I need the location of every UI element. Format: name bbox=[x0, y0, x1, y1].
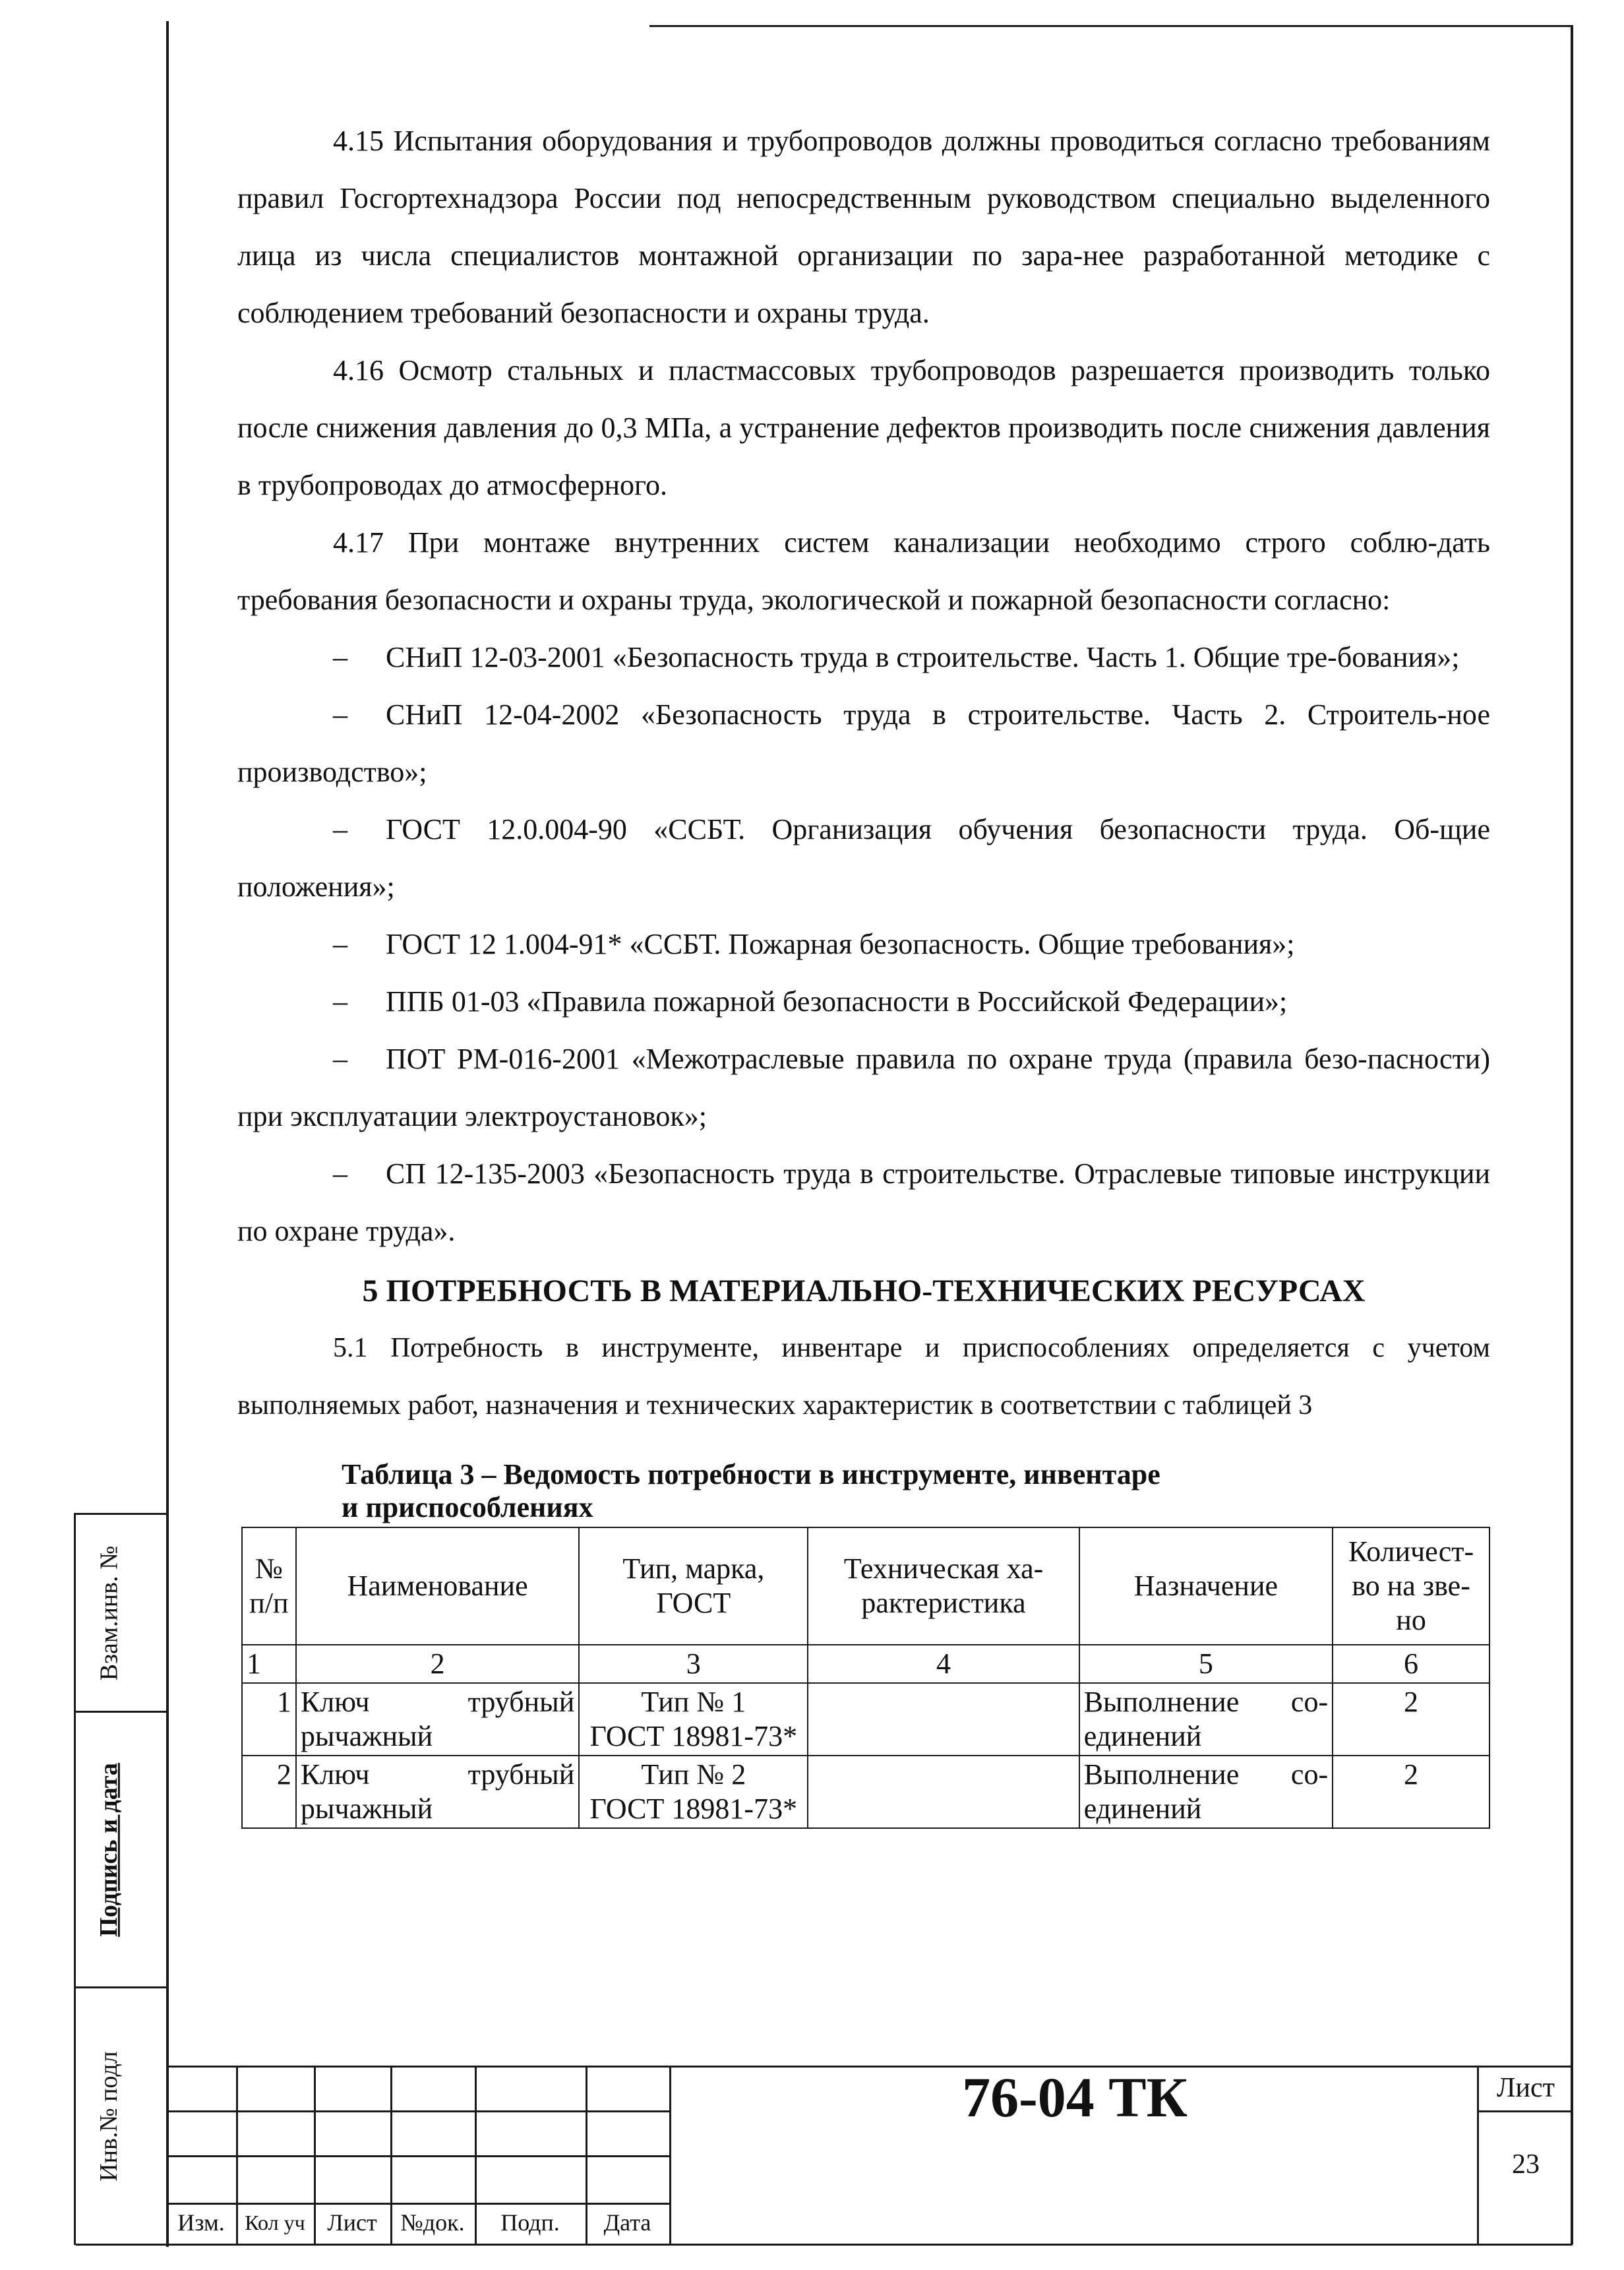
list-item-text: ППБ 01-03 «Правила пожарной безопасности в Российской Федерации»; bbox=[386, 985, 1288, 1018]
table-row bbox=[242, 1683, 1489, 1756]
table-header-cell: Назначение bbox=[1079, 1527, 1333, 1645]
table-cell: Ключ трубный рычажный bbox=[296, 1683, 579, 1756]
table-cell bbox=[808, 1683, 1079, 1756]
paragraph-4-16: 4.16 Осмотр стальных и пластмассовых трубопроводов разрешается производить только после снижения давления до 0,3 МПа, а устранение дефектов производить после снижения давления в трубопроводах до атмосферного. bbox=[237, 354, 1490, 501]
side-stamp-inv-label: Инв.№ подл bbox=[95, 2050, 123, 2182]
table-cell bbox=[579, 1756, 808, 1828]
table-cell: 1 bbox=[242, 1645, 296, 1683]
list-item bbox=[237, 973, 1490, 1030]
frame-top-line bbox=[649, 25, 1573, 27]
list-dash: – bbox=[333, 1157, 347, 1190]
document-code: 76-04 ТК bbox=[962, 2066, 1188, 2129]
side-stamp-podpis bbox=[66, 1713, 152, 1986]
table-cell-type: Тип № 1 bbox=[641, 1686, 746, 1718]
table-cell-gost: ГОСТ 18981-73* bbox=[589, 1720, 798, 1752]
sheet-number: 23 bbox=[1512, 2149, 1540, 2180]
table-cell: 2 bbox=[1333, 1683, 1489, 1756]
title-block-ndok: №док. bbox=[400, 2209, 465, 2236]
title-block-podp: Подп. bbox=[500, 2209, 560, 2236]
table-cell: 2 bbox=[296, 1645, 579, 1683]
table-cell: Выполнение со-единений bbox=[1079, 1756, 1333, 1828]
table-cell-gost: ГОСТ 18981-73* bbox=[589, 1793, 798, 1825]
table-row bbox=[242, 1756, 1489, 1828]
frame-left-line bbox=[166, 21, 169, 2247]
table-cell: Ключ трубный рычажный bbox=[296, 1756, 579, 1828]
frame-bottom-line bbox=[76, 2244, 1573, 2246]
list-dash: – bbox=[333, 813, 347, 845]
table-cell: 4 bbox=[808, 1645, 1079, 1683]
table-cell: 2 bbox=[1333, 1756, 1489, 1828]
side-stamp-podpis-label: Подпись и дата bbox=[95, 1762, 123, 1937]
list-item bbox=[237, 629, 1490, 686]
list-item-text: ГОСТ 12 1.004-91* «ССБТ. Пожарная безопасность. Общие требования»; bbox=[386, 928, 1295, 960]
table-cell: 1 bbox=[242, 1683, 296, 1756]
list-item-text: ПОТ РМ-016-2001 «Межотраслевые правила по охране труда (правила безо-пасности) при эксплуатации электроустановок»; bbox=[237, 1043, 1490, 1132]
list-item bbox=[237, 801, 1490, 915]
list-item bbox=[237, 915, 1490, 973]
list-item-text: СП 12-135-2003 «Безопасность труда в строительстве. Отраслевые типовые инструкции по охране труда». bbox=[237, 1157, 1490, 1247]
title-block-row-line bbox=[166, 2203, 671, 2205]
table-cell bbox=[579, 1683, 808, 1756]
table-header-row bbox=[242, 1527, 1489, 1645]
title-block-data: Дата bbox=[603, 2209, 651, 2236]
paragraph-4-17: 4.17 При монтаже внутренних систем канализации необходимо строго соблю-дать требования безопасности и охраны труда, экологической и пожарной безопасности согласно: bbox=[237, 526, 1490, 616]
list-item bbox=[237, 686, 1490, 801]
table-header-cell: Техническая ха-рактеристика bbox=[808, 1527, 1079, 1645]
document-body bbox=[237, 112, 1490, 1829]
list-dash: – bbox=[333, 641, 347, 673]
table-cell-type: Тип № 2 bbox=[641, 1758, 746, 1791]
table-header-cell: Тип, марка, ГОСТ bbox=[579, 1527, 808, 1645]
list-item bbox=[237, 1145, 1490, 1260]
table-cell: 6 bbox=[1333, 1645, 1489, 1683]
table-cell: 3 bbox=[579, 1645, 808, 1683]
side-stamp-vzam-label: Взам.инв. № bbox=[95, 1545, 123, 1680]
list-dash: – bbox=[333, 1043, 347, 1075]
list-item-text: ГОСТ 12.0.004-90 «ССБТ. Организация обучения безопасности труда. Об-щие положения»; bbox=[237, 813, 1490, 903]
title-block-row-line bbox=[166, 2110, 671, 2112]
list-item bbox=[237, 1030, 1490, 1145]
list-dash: – bbox=[333, 928, 347, 960]
table-header-cell: № п/п bbox=[242, 1527, 296, 1645]
table-cell: 5 bbox=[1079, 1645, 1333, 1683]
list-item-text: СНиП 12-04-2002 «Безопасность труда в строительстве. Часть 2. Строитель-ное производство»; bbox=[237, 698, 1490, 788]
title-block-col-line bbox=[669, 2066, 671, 2245]
table-number-row bbox=[242, 1645, 1489, 1683]
table-cell: 2 bbox=[242, 1756, 296, 1828]
title-block-sheet-divider bbox=[1477, 2110, 1573, 2112]
table-caption-line: и приспособлениях bbox=[342, 1491, 593, 1523]
title-block-list: Лист bbox=[327, 2209, 377, 2236]
side-stamp-vzam bbox=[66, 1515, 152, 1711]
table-caption bbox=[342, 1458, 1490, 1524]
title-block-kol: Кол уч bbox=[245, 2211, 305, 2234]
sheet-label: Лист bbox=[1497, 2073, 1555, 2103]
frame-right-line bbox=[1571, 25, 1573, 2244]
list-item-text: СНиП 12-03-2001 «Безопасность труда в строительстве. Часть 1. Общие тре-бования»; bbox=[386, 641, 1460, 673]
paragraph-4-15: 4.15 Испытания оборудования и трубопроводов должны проводиться согласно требованиям правил Госгортехнадзора России под непосредственным руководством специально выделенного лица из числа специалистов монтажной организации по зара-нее разработанной методике с соблюдением требований безопасности и охраны труда. bbox=[237, 125, 1490, 329]
title-block-izm: Изм. bbox=[177, 2209, 225, 2236]
title-block-row-line bbox=[166, 2155, 671, 2157]
side-stamp-inv bbox=[66, 1988, 152, 2244]
section-5-title: 5 ПОТРЕБНОСТЬ В МАТЕРИАЛЬНО-ТЕХНИЧЕСКИХ РЕСУРСАХ bbox=[362, 1273, 1366, 1308]
table-cell: Выполнение со-единений bbox=[1079, 1683, 1333, 1756]
table-header-cell: Количест-во на зве-но bbox=[1333, 1527, 1489, 1645]
table-header-cell: Наименование bbox=[296, 1527, 579, 1645]
list-dash: – bbox=[333, 985, 347, 1018]
table-caption-line: Таблица 3 – Ведомость потребности в инструменте, инвентаре bbox=[342, 1458, 1160, 1490]
table-cell bbox=[808, 1756, 1079, 1828]
paragraph-5-1: 5.1 Потребность в инструменте, инвентаре и приспособлениях определяется с учетом выполняемых работ, назначения и технических характеристик в соответствии с таблицей 3 bbox=[237, 1333, 1490, 1421]
list-dash: – bbox=[333, 698, 347, 731]
resources-table bbox=[241, 1527, 1490, 1829]
